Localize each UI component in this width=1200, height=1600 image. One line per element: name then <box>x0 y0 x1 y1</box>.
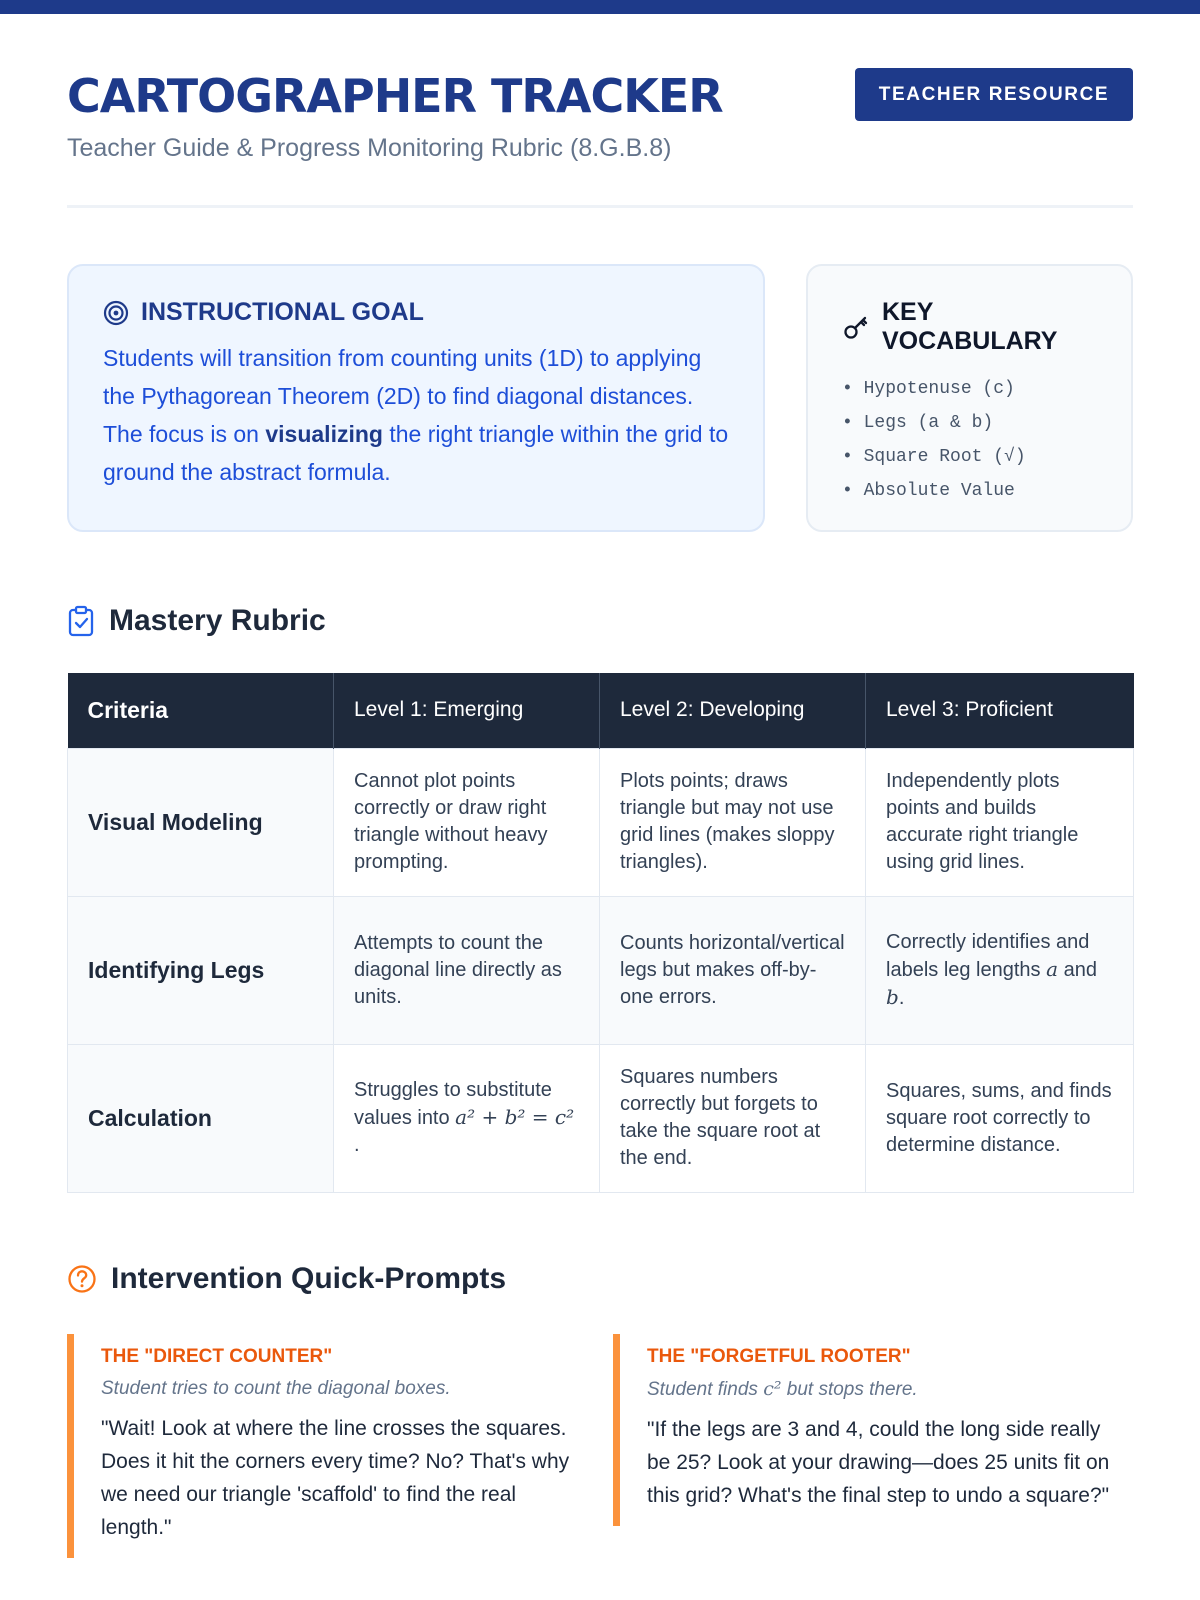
teacher-resource-badge: TEACHER RESOURCE <box>855 68 1133 121</box>
level-3-cell: Independently plots points and builds accurate right triangle using grid lines. <box>866 748 1134 896</box>
page-title: CARTOGRAPHER TRACKER <box>67 69 723 123</box>
level-1-cell: Cannot plot points correctly or draw right triangle without heavy prompting. <box>334 748 600 896</box>
instructional-goal-title: INSTRUCTIONAL GOAL <box>141 298 424 326</box>
prompt-title: THE "DIRECT COUNTER" <box>101 1346 333 1367</box>
vocabulary-item: • Hypotenuse (c) <box>842 379 1015 399</box>
table-row <box>68 1044 1134 1192</box>
vocabulary-item: • Absolute Value <box>842 481 1015 501</box>
prompt-text: but stops there. <box>781 1379 918 1400</box>
math-variable: b <box>886 984 899 1009</box>
prompt-description <box>647 1378 1123 1401</box>
mastery-rubric-heading <box>67 604 326 638</box>
instructional-goal-heading <box>103 298 729 327</box>
header-level-3: Level 3: Proficient <box>866 673 1134 748</box>
instructional-goal-text <box>103 339 729 491</box>
cell-text: . <box>898 986 905 1009</box>
intervention-prompt-card <box>613 1334 1123 1526</box>
instructional-goal-card <box>67 264 765 532</box>
interventions-title: Intervention Quick-Prompts <box>111 1262 507 1295</box>
key-vocabulary-title: KEY VOCABULARY <box>882 298 1058 355</box>
cell-text: and <box>1058 958 1097 981</box>
prompt-quote: "Wait! Look at where the line crosses the squares. Does it hit the corners every time? No? That's why we need our triangle 'scaffold' to find the real length." <box>101 1417 570 1539</box>
key-icon <box>842 313 870 341</box>
target-icon <box>103 300 129 326</box>
level-1-cell: Attempts to count the diagonal line directly as units. <box>334 896 600 1044</box>
level-1-cell <box>334 1044 600 1192</box>
clipboard-check-icon <box>67 605 95 637</box>
criteria-cell: Calculation <box>68 1044 334 1192</box>
table-row <box>68 896 1134 1044</box>
intervention-prompt-card <box>67 1334 577 1558</box>
goal-text-part: Students will transition from counting units (1D) to applying the Pythagorean Theorem (2D) to find diagonal distances. The focus is on <box>103 345 702 447</box>
level-2-cell: Squares numbers correctly but forgets to take the square root at the end. <box>600 1044 866 1192</box>
level-3-cell <box>866 896 1134 1044</box>
cell-text: Struggles to substitute values into <box>354 1079 552 1129</box>
header-level-2: Level 2: Developing <box>600 673 866 748</box>
prompt-title: THE "FORGETFUL ROOTER" <box>647 1346 911 1367</box>
cell-text: Correctly identifies and labels leg lengths <box>886 930 1090 981</box>
math-variable: a <box>1046 956 1059 981</box>
header-criteria: Criteria <box>68 673 334 748</box>
math-variable: c² <box>763 1378 782 1400</box>
header-level-1: Level 1: Emerging <box>334 673 600 748</box>
table-header-row <box>68 673 1134 748</box>
criteria-cell: Visual Modeling <box>68 748 334 896</box>
prompt-description: Student tries to count the diagonal boxes. <box>101 1378 451 1399</box>
goal-text-part: the right triangle within the grid to ground the abstract formula. <box>103 421 729 485</box>
mastery-rubric-table <box>67 673 1134 1193</box>
table-row <box>68 748 1134 896</box>
criteria-cell: Identifying Legs <box>68 896 334 1044</box>
vocabulary-list <box>842 372 1097 508</box>
page-header <box>67 68 1133 208</box>
mastery-rubric-title: Mastery Rubric <box>109 604 326 637</box>
vocabulary-item: • Legs (a & b) <box>842 413 994 433</box>
level-2-cell: Counts horizontal/vertical legs but makes off-by-one errors. <box>600 896 866 1044</box>
interventions-heading <box>67 1262 506 1296</box>
key-vocabulary-card <box>806 264 1133 532</box>
help-circle-icon <box>67 1264 97 1294</box>
goal-text-emphasis: visualizing <box>265 421 383 447</box>
math-formula: a² + b² = c² <box>455 1105 575 1129</box>
key-vocabulary-heading <box>842 298 1097 356</box>
top-accent-bar <box>0 0 1200 14</box>
cell-text: . <box>354 1134 360 1156</box>
page-subtitle: Teacher Guide & Progress Monitoring Rubric (8.G.B.8) <box>67 134 672 162</box>
level-3-cell: Squares, sums, and finds square root correctly to determine distance. <box>866 1044 1134 1192</box>
vocabulary-item: • Square Root (√) <box>842 447 1026 467</box>
prompt-text: Student finds <box>647 1379 764 1400</box>
level-2-cell: Plots points; draws triangle but may not use grid lines (makes sloppy triangles). <box>600 748 866 896</box>
prompt-quote: "If the legs are 3 and 4, could the long side really be 25? Look at your drawing—does 25 units fit on this grid? What's the final step to undo a square?" <box>647 1418 1110 1507</box>
